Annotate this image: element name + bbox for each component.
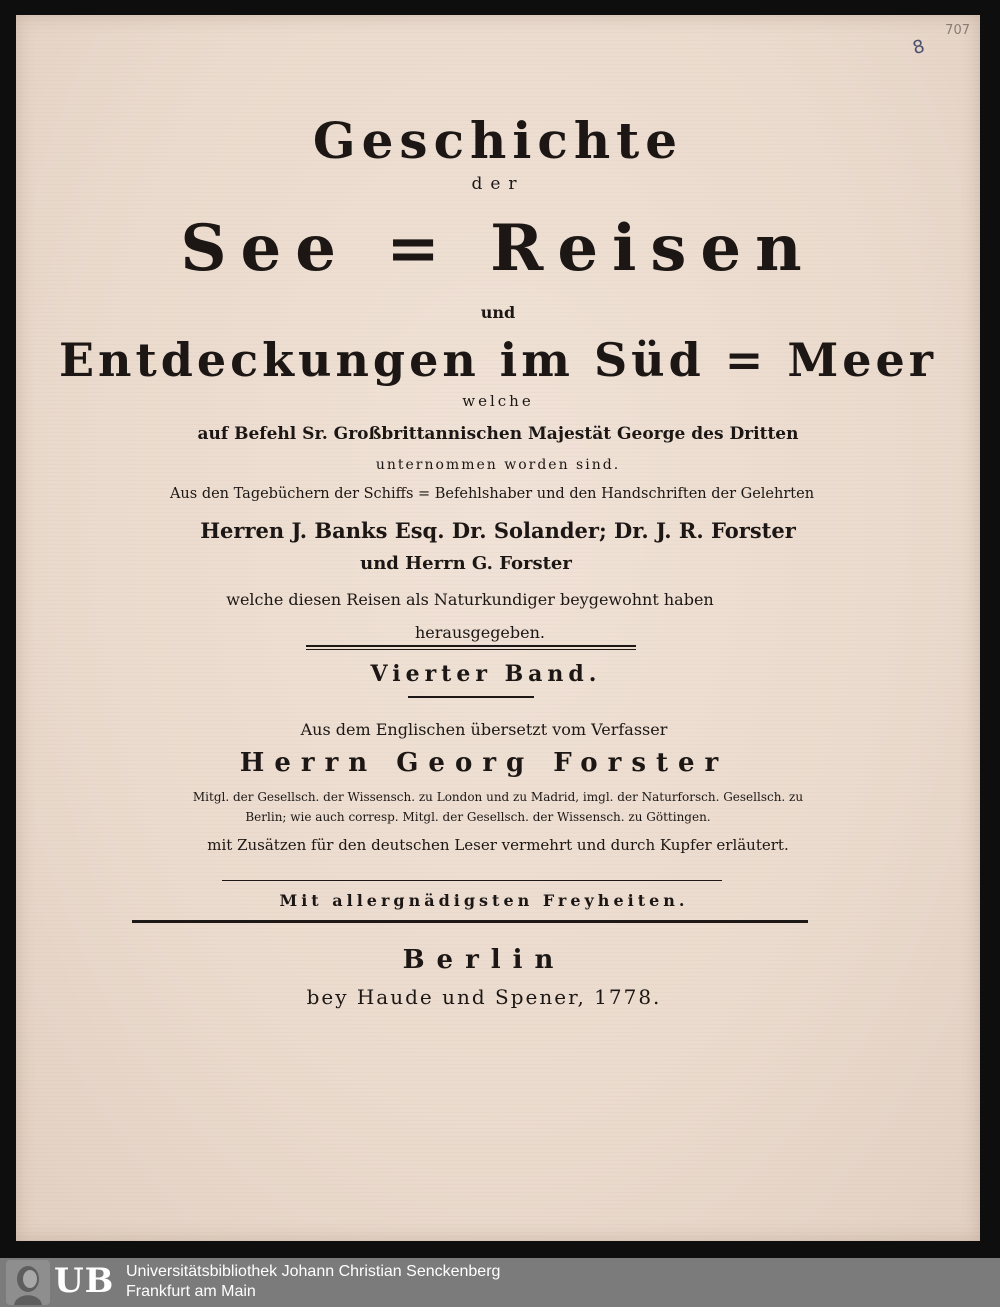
- translator-name: Herrn Georg Forster: [239, 748, 729, 778]
- word-welche: welche: [462, 392, 534, 410]
- line-herausgegeben: herausgegeben.: [415, 623, 545, 642]
- logo-text: UB: [54, 1261, 115, 1301]
- senckenberg-portrait-icon: [6, 1260, 50, 1305]
- word-und: und: [480, 303, 516, 322]
- line-befehl: auf Befehl Sr. Großbrittannischen Majestät George des Dritten: [197, 424, 799, 444]
- rule-thick: [132, 920, 808, 923]
- rule-double-bottom: [306, 649, 636, 650]
- rule-short: [408, 696, 534, 698]
- line-mitgl-2: Berlin; wie auch corresp. Mitgl. der Gesellsch. der Wissensch. zu Göttingen.: [245, 810, 711, 824]
- shelf-number: 707: [945, 23, 970, 38]
- rule-double-top: [306, 645, 636, 647]
- imprint-city: Berlin: [402, 945, 566, 975]
- line-welche-diesen: welche diesen Reisen als Naturkundiger beygewohnt haben: [226, 590, 714, 609]
- library-name: Universitätsbibliothek Johann Christian Senckenberg: [126, 1263, 501, 1280]
- line-herrn-g: und Herrn G. Forster: [360, 553, 572, 574]
- line-uebersetzt: Aus dem Englischen übersetzt vom Verfasser: [300, 720, 668, 739]
- word-der: der: [471, 174, 525, 194]
- rule-thin: [222, 880, 722, 881]
- title-see-reisen: See = Reisen: [180, 211, 816, 286]
- imprint-publisher: bey Haude und Spener, 1778.: [306, 985, 662, 1009]
- title-entdeckungen: Entdeckungen im Süd = Meer: [58, 333, 938, 387]
- volume-label: Vierter Band.: [370, 661, 602, 687]
- title-geschichte: Geschichte: [312, 111, 684, 170]
- line-mitgl-1: Mitgl. der Gesellsch. der Wissensch. zu London und zu Madrid, imgl. der Naturforsch. Gesellsch. zu: [192, 790, 804, 804]
- pencil-mark: 8: [910, 35, 927, 60]
- line-tagebuecher: Aus den Tagebüchern der Schiffs = Befehlshaber und den Handschriften der Gelehrten: [169, 486, 815, 502]
- privilege-line: Mit allergnädigsten Freyheiten.: [279, 891, 689, 910]
- line-zusaetze: mit Zusätzen für den deutschen Leser vermehrt und durch Kupfer erläutert.: [207, 836, 789, 854]
- line-unternommen: unternommen worden sind.: [375, 457, 621, 473]
- line-herren: Herren J. Banks Esq. Dr. Solander; Dr. J. R. Forster: [200, 518, 796, 543]
- ub-logo: [6, 1260, 116, 1305]
- library-footer: [0, 1258, 1000, 1307]
- title-page: [16, 15, 980, 1241]
- library-city: Frankfurt am Main: [126, 1283, 256, 1300]
